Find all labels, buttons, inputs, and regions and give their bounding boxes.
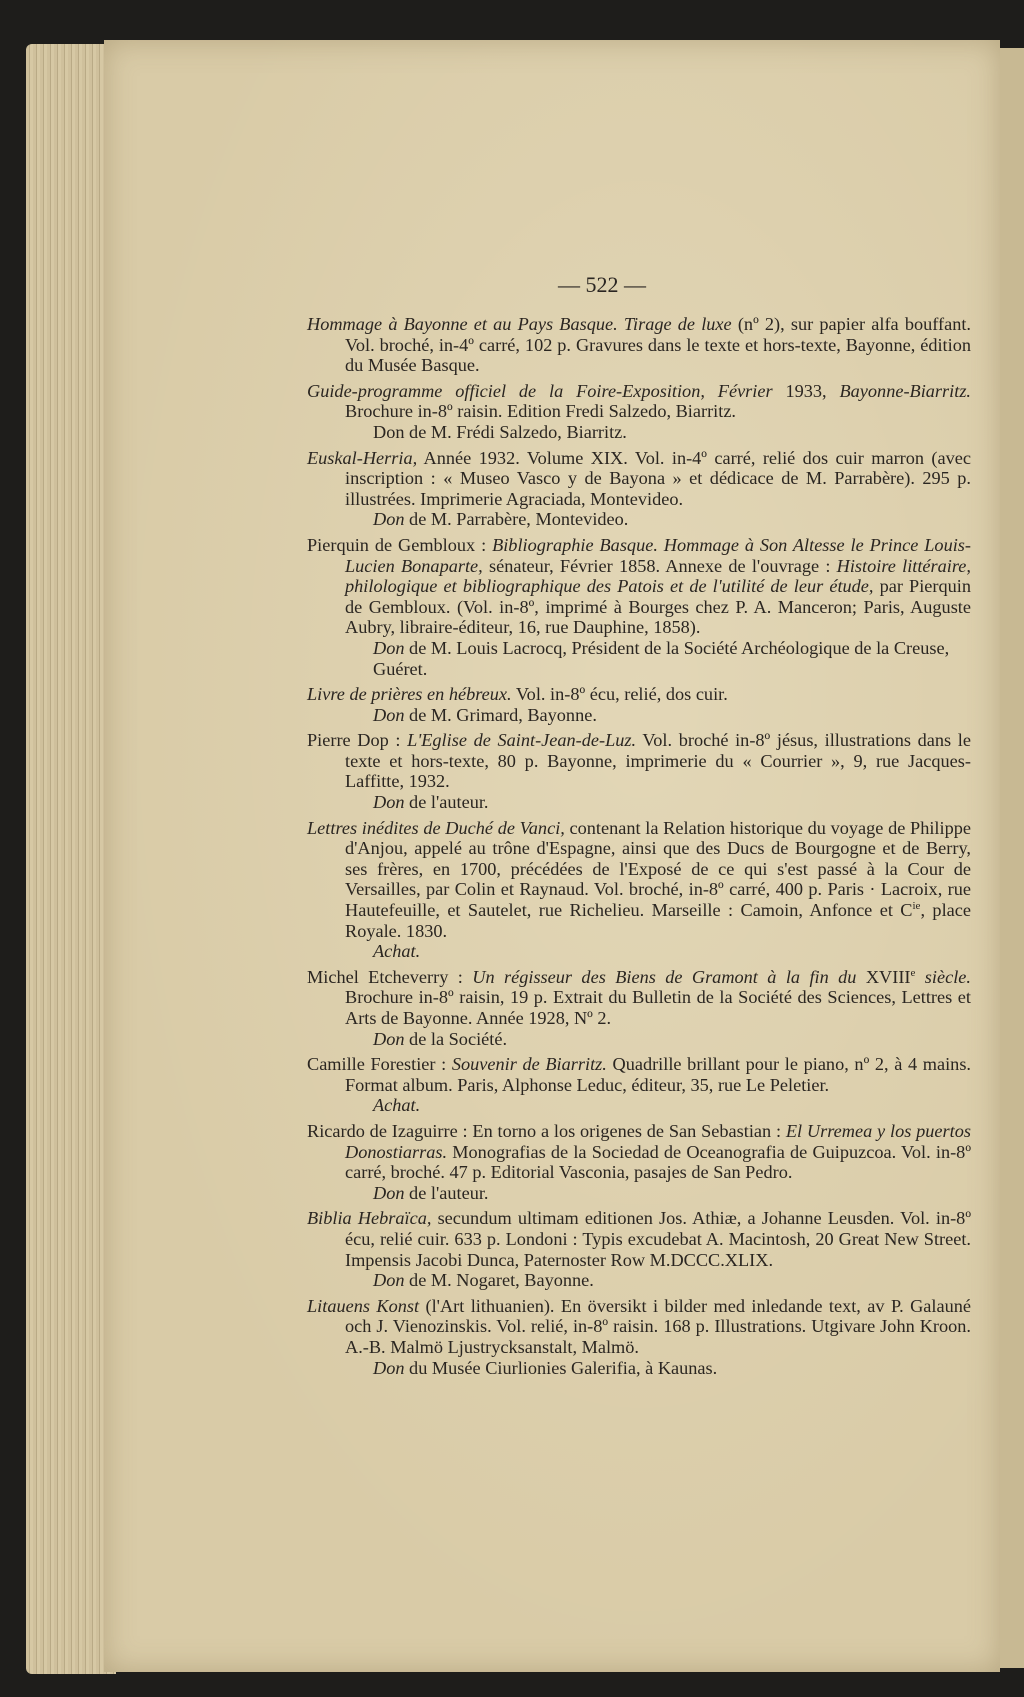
text-segment: 1933, xyxy=(772,380,840,401)
italic-text: Don xyxy=(373,509,405,530)
entry-description xyxy=(307,730,971,792)
text-segment: de la Société. xyxy=(404,1028,508,1049)
text-segment: de l'auteur. xyxy=(404,792,489,813)
entry-description xyxy=(307,535,971,638)
italic-text: Achat. xyxy=(373,1095,421,1116)
italic-text: Don xyxy=(373,1357,405,1378)
catalog-entry xyxy=(307,1296,971,1378)
entry-acquisition xyxy=(307,1029,971,1050)
italic-text: El Urremea y los puertos Donostiarras. xyxy=(345,1120,971,1162)
italic-text: Bibliographie Basque. Hommage à Son Altesse le Prince Louis-Lucien Bonaparte, xyxy=(345,534,971,576)
catalog-entries xyxy=(307,314,971,1383)
entry-description xyxy=(307,381,971,422)
italic-text: siècle. xyxy=(915,966,971,987)
entry-acquisition xyxy=(307,1270,971,1291)
catalog-entry xyxy=(307,1208,971,1290)
entry-description xyxy=(307,684,971,705)
text-segment: contenant la Relation historique du voyage de Philippe d'Anjou, appelé au trône d'Espagne, ainsi que des Ducs de Bourgogne et de Berry, ses frères, en 1700, précédées de l'Exposé de ce qui s'est passé à la Cour de Versailles, par Colin et Raynaud. Vol. broché, in-8º carré, 400 p. Paris · Lacroix, rue Hautefeuille, et Sautelet, rue Richelieu. Marseille : Camoin, Anfonce et C xyxy=(345,817,971,921)
text-segment: Année 1932. Volume XIX. Vol. in-4º carré, relié dos cuir marron (avec inscription : « Museo Vasco y de Bayona » et dédicace de M. Parrabère). 295 p. illustrées. Imprimerie Agraciada, Montevideo. xyxy=(345,447,971,509)
italic-text: Don xyxy=(373,792,405,813)
italic-text: Souvenir de Biarritz. xyxy=(451,1054,607,1075)
text-segment: e xyxy=(910,966,916,979)
italic-text: Histoire littéraire, philologique et bibliographique des Patois et de l'utilité de leur étude, xyxy=(345,555,971,597)
entry-description xyxy=(307,314,971,376)
page-number: — 522 — xyxy=(558,272,646,297)
text-segment: XVIII xyxy=(856,966,911,987)
text-segment: Vol. broché in-8º jésus, illustrations dans le texte et hors-texte, 80 p. Bayonne, imprimerie du « Courrier », 9, rue Jacques-Laffitte, 1932. xyxy=(345,730,971,792)
italic-text: Un régisseur des Biens de Gramont à la fin du xyxy=(472,966,857,987)
text-segment: Pierre Dop : xyxy=(307,730,408,751)
italic-text: Litauens Konst xyxy=(307,1295,420,1316)
italic-text: Guide-programme officiel de la Foire-Exposition, Février xyxy=(307,380,773,401)
entry-acquisition xyxy=(307,941,971,962)
italic-text: L'Eglise de Saint-Jean-de-Luz. xyxy=(407,730,637,751)
entry-acquisition xyxy=(307,705,971,726)
catalog-entry xyxy=(307,730,971,812)
catalog-entry xyxy=(307,1054,971,1116)
text-segment: Camille Forestier : xyxy=(307,1054,452,1075)
text-segment: (l'Art lithuanien). En översikt i bilder med inledande text, av P. Galauné och J. Vienozinskis. Vol. relié, in-8º raisin. 168 p. Illustrations. Utgivare John Kroon. A.-B. Malmö Ljustrycksanstalt, Malmö. xyxy=(345,1295,971,1357)
text-segment: , place Royale. 1830. xyxy=(345,900,971,941)
entry-acquisition xyxy=(307,638,971,679)
text-segment: par Pierquin de Gembloux. (Vol. in-8º, imprimé à Bourges chez P. A. Manceron; Paris, Auguste Aubry, libraire-éditeur, 16, rue Dauphine, 1858). xyxy=(345,576,971,638)
italic-text: Achat. xyxy=(373,941,421,962)
entry-description xyxy=(307,1054,971,1095)
text-segment: Vol. in-8º écu, relié, dos cuir. xyxy=(511,684,728,705)
entry-acquisition xyxy=(307,792,971,813)
catalog-entry xyxy=(307,381,971,443)
text-segment: de M. Louis Lacrocq, Président de la Société Archéologique de la Creuse, Guéret. xyxy=(373,637,950,679)
italic-text: Don xyxy=(373,704,405,725)
text-segment: (nº 2), sur papier alfa bouffant. Vol. broché, in-4º carré, 102 p. Gravures dans le texte et hors-texte, Bayonne, édition du Musée Basque. xyxy=(345,314,971,376)
text-segment: Quadrille brillant pour le piano, nº 2, à 4 mains. Format album. Paris, Alphonse Leduc, éditeur, 35, rue Le Peletier. xyxy=(345,1054,971,1095)
text-segment: de M. Grimard, Bayonne. xyxy=(404,704,597,725)
entry-description xyxy=(307,967,971,1029)
catalog-entry xyxy=(307,818,971,962)
entry-acquisition xyxy=(307,509,971,530)
entry-acquisition xyxy=(307,1095,971,1116)
entry-description xyxy=(307,1208,971,1270)
text-segment: ie xyxy=(912,899,921,912)
catalog-entry xyxy=(307,535,971,679)
text-segment: du Musée Ciurlionies Galerifia, à Kaunas. xyxy=(404,1357,718,1378)
italic-text: Livre de prières en hébreux. xyxy=(307,684,512,705)
italic-text: Hommage à Bayonne et au Pays Basque. Tirage de luxe xyxy=(307,314,732,334)
text-segment: de l'auteur. xyxy=(404,1182,489,1203)
entry-description xyxy=(307,818,971,942)
entry-acquisition xyxy=(307,1183,971,1204)
italic-text: Euskal-Herria, xyxy=(307,447,418,468)
entry-description xyxy=(307,448,971,510)
entry-acquisition xyxy=(307,422,971,443)
italic-text: Don xyxy=(373,1028,405,1049)
text-segment: de M. Nogaret, Bayonne. xyxy=(404,1270,594,1291)
text-segment: Brochure in-8º raisin. Edition Fredi Salzedo, Biarritz. xyxy=(345,401,737,422)
text-segment: secundum ultimam editionen Jos. Athiæ, a Johanne Leusden. Vol. in-8º écu, relié cuir. 633 p. Londoni : Typis excudebat A. Macintosh, 20 Great New Street. Impensis Jacobi Dunca, Paternoster Row M.DCCC.XLIX. xyxy=(345,1208,971,1270)
italic-text: Don xyxy=(373,637,405,658)
catalog-entry xyxy=(307,967,971,1049)
catalog-entry xyxy=(307,314,971,376)
entry-acquisition xyxy=(307,1358,971,1379)
text-segment: Ricardo de Izaguirre : En torno a los origenes de San Sebastian : xyxy=(307,1120,786,1141)
text-segment: Pierquin de Gembloux : xyxy=(307,534,493,555)
text-segment: Brochure in-8º raisin, 19 p. Extrait du Bulletin de la Société des Sciences, Lettres et Arts de Bayonne. Année 1928, Nº 2. xyxy=(345,987,971,1028)
text-segment: Michel Etcheverry : xyxy=(307,966,473,987)
text-segment: sénateur, Février 1858. Annexe de l'ouvrage : xyxy=(482,555,837,576)
catalog-entry xyxy=(307,448,971,530)
text-segment: de M. Parrabère, Montevideo. xyxy=(404,509,629,530)
entry-description xyxy=(307,1296,971,1358)
catalog-entry xyxy=(307,1121,971,1203)
italic-text: Biblia Hebraïca, xyxy=(307,1208,432,1229)
entry-description xyxy=(307,1121,971,1183)
text-segment: Don de M. Frédi Salzedo, Biarritz. xyxy=(373,421,627,442)
text-segment: Monografias de la Sociedad de Oceanografia de Guipuzcoa. Vol. in-8º carré, broché. 47 p. Editorial Vasconia, pasajes de San Pedro. xyxy=(345,1141,971,1183)
italic-text: Lettres inédites de Duché de Vanci, xyxy=(307,817,565,838)
italic-text: Don xyxy=(373,1270,405,1291)
italic-text: Don xyxy=(373,1182,405,1203)
catalog-entry xyxy=(307,684,971,725)
italic-text: Bayonne-Biarritz. xyxy=(839,380,972,401)
